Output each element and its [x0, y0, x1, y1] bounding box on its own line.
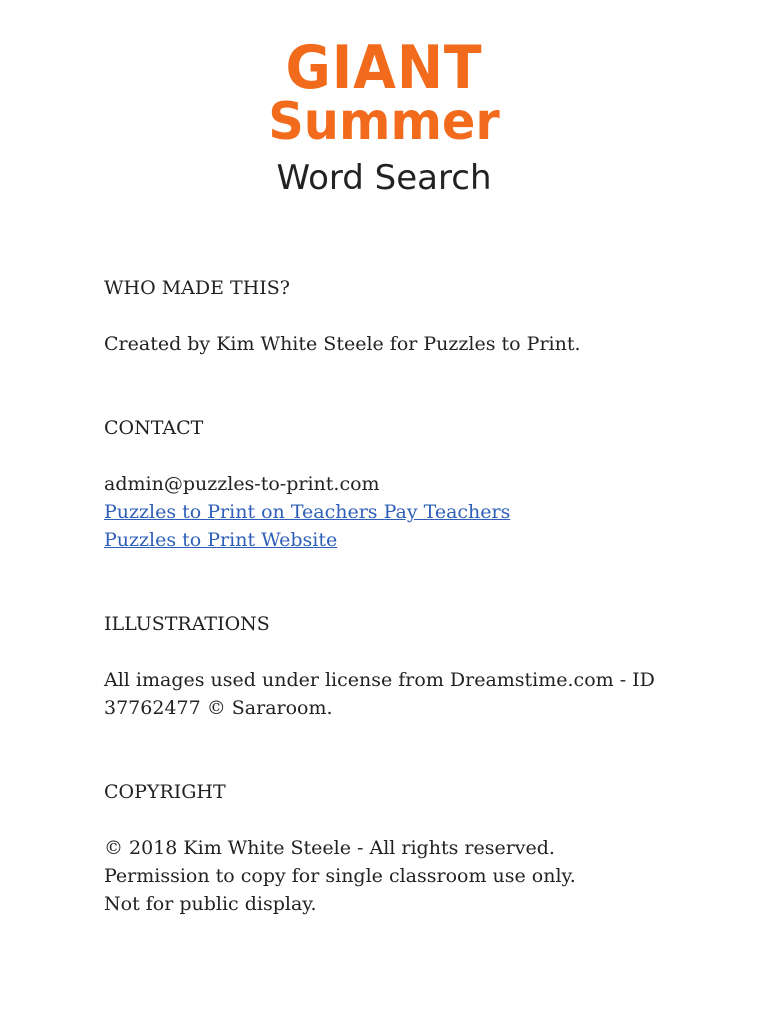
contact-heading: CONTACT — [104, 417, 204, 439]
illustrations-line-1: All images used under license from Dreamstime.com - ID — [104, 669, 655, 691]
tpt-link[interactable]: Puzzles to Print on Teachers Pay Teachers — [104, 501, 511, 523]
title-logo — [0, 33, 768, 200]
credits-content — [104, 274, 704, 918]
copyright-line-3: Not for public display. — [104, 893, 317, 915]
copyright-line-2: Permission to copy for single classroom use only. — [104, 865, 576, 887]
logo-summer-text: Summer — [268, 92, 500, 152]
logo-giant-text: GIANT — [285, 33, 483, 103]
contact-email: admin@puzzles-to-print.com — [104, 473, 380, 495]
illustrations-heading: ILLUSTRATIONS — [104, 613, 270, 635]
illustrations-line-2: 37762477 © Sararoom. — [104, 697, 333, 719]
copyright-line-1: © 2018 Kim White Steele - All rights reserved. — [104, 837, 555, 859]
who-heading: WHO MADE THIS? — [104, 277, 290, 299]
copyright-heading: COPYRIGHT — [104, 781, 226, 803]
logo-word-search-text: Word Search — [276, 158, 492, 198]
website-link[interactable]: Puzzles to Print Website — [104, 529, 338, 551]
who-text: Created by Kim White Steele for Puzzles to Print. — [104, 333, 581, 355]
